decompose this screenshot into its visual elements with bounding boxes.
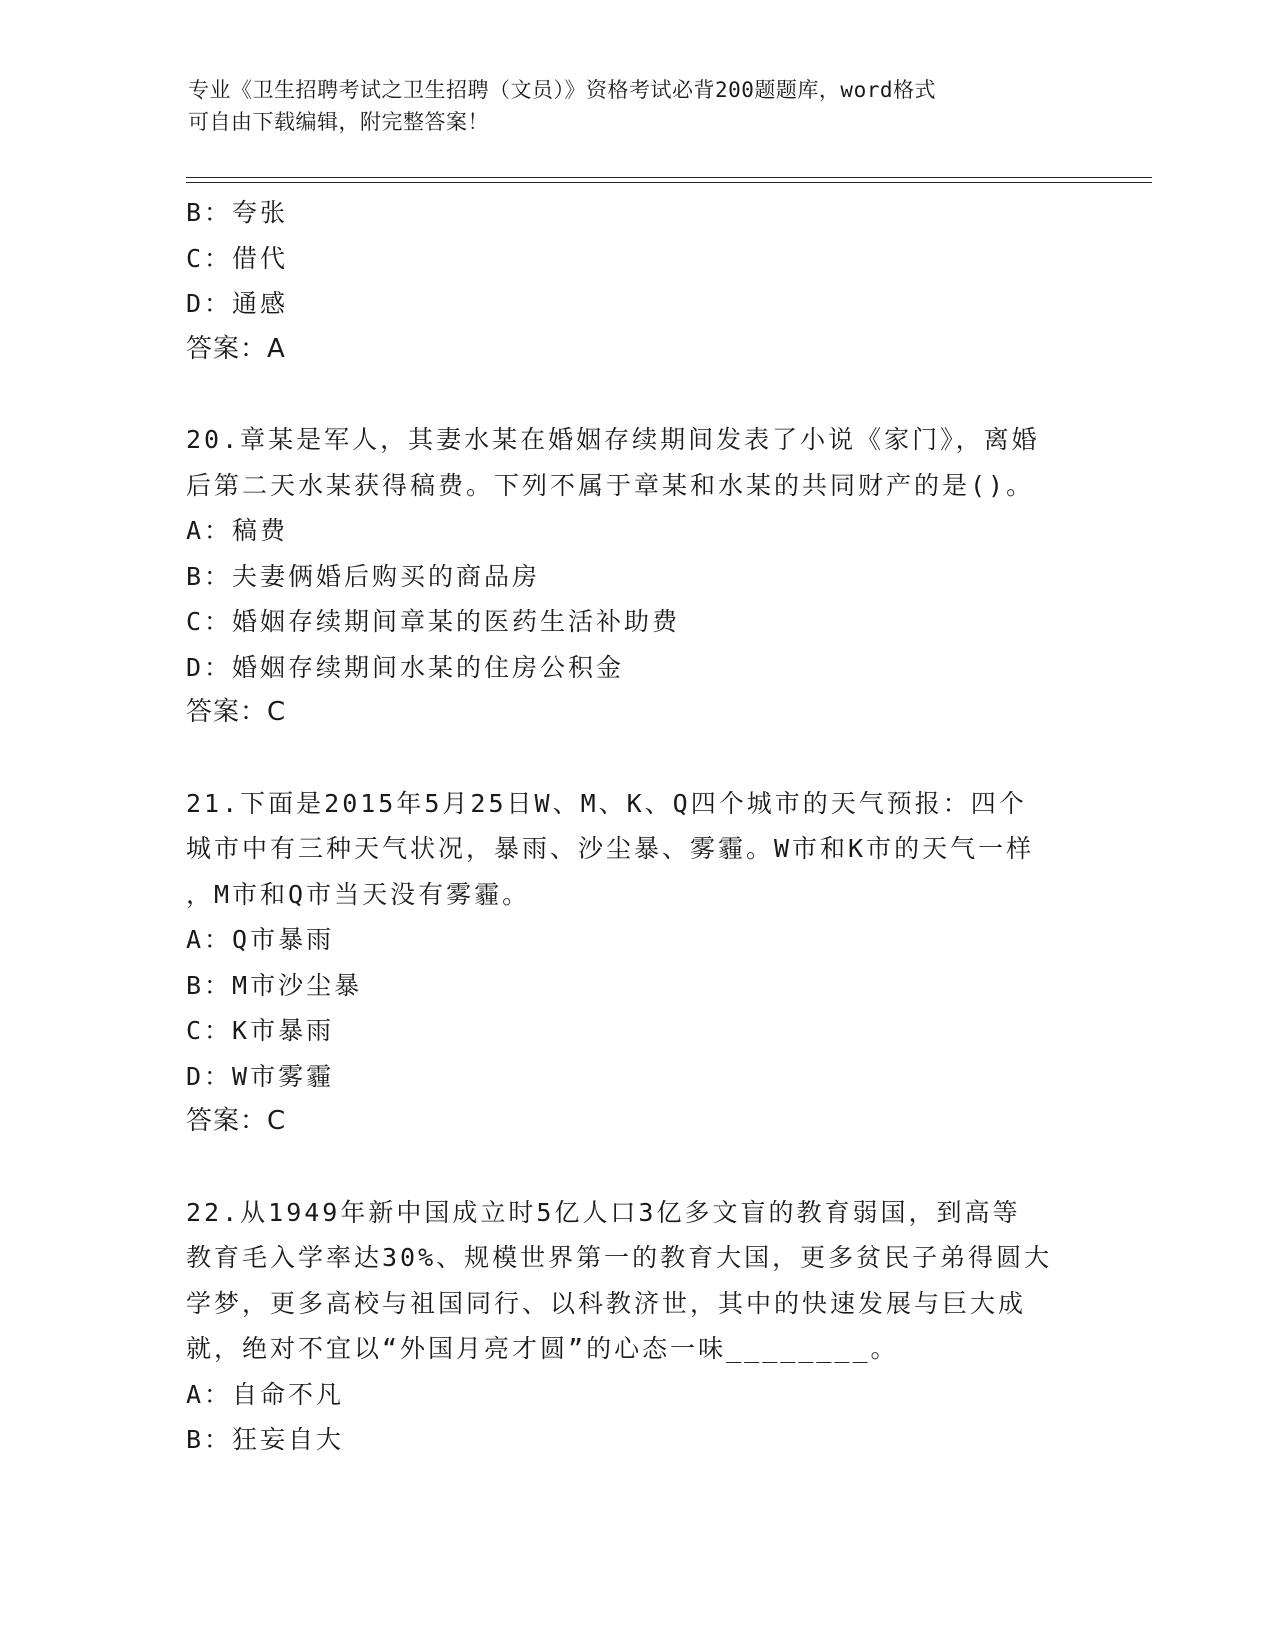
option-a: A：自命不凡 [186, 1379, 345, 1409]
option-b: B：夫妻俩婚后购买的商品房 [186, 561, 541, 591]
prev-question-block [186, 190, 1086, 372]
header-line-1: 专业《卫生招聘考试之卫生招聘（文员）》资格考试必背200题题库，word格式 [188, 78, 936, 102]
question-text-line: 22.从1949年新中国成立时5亿人口3亿多文盲的教育弱国，到高等 [186, 1197, 1021, 1227]
document-header [188, 74, 1088, 138]
option-d: D：婚姻存续期间水某的住房公积金 [186, 652, 625, 682]
spacer [186, 1145, 1086, 1190]
question-text-line: 后第二天水某获得稿费。下列不属于章某和水某的共同财产的是()。 [186, 470, 1035, 500]
option-b: B：狂妄自大 [186, 1425, 345, 1454]
option-c: C：借代 [186, 243, 289, 273]
answer-line: 答案：C [186, 697, 287, 727]
header-divider-top [186, 177, 1152, 178]
question-21 [186, 781, 1086, 1145]
question-text-line: 就，绝对不宜以“外国月亮才圆”的心态一味________。 [186, 1334, 899, 1363]
question-text-line: 20.章某是军人，其妻水某在婚姻存续期间发表了小说《家门》，离婚 [186, 425, 1040, 454]
question-text-line: ，M市和Q市当天没有雾霾。 [186, 879, 531, 909]
question-text-line: 城市中有三种天气状况，暴雨、沙尘暴、雾霾。W市和K市的天气一样 [186, 834, 1035, 863]
option-a: A：稿费 [186, 516, 289, 545]
spacer [186, 736, 1086, 781]
option-a: A：Q市暴雨 [186, 925, 335, 954]
spacer [186, 372, 1086, 417]
answer-line: 答案：C [186, 1106, 287, 1136]
header-divider-bottom [186, 182, 1152, 183]
answer-line: 答案：A [186, 333, 286, 364]
question-text-line: 学梦，更多高校与祖国同行、以科教济世，其中的快速发展与巨大成 [186, 1288, 1027, 1318]
option-b: B：夸张 [186, 198, 289, 227]
question-22 [186, 1190, 1086, 1463]
question-text-line: 教育毛入学率达30%、规模世界第一的教育大国，更多贫民子弟得圆大 [186, 1243, 1053, 1272]
question-text-line: 21.下面是2015年5月25日W、M、K、Q四个城市的天气预报：四个 [186, 788, 1027, 818]
option-d: D：W市雾霾 [186, 1061, 335, 1091]
header-line-2: 可自由下载编辑，附完整答案！ [188, 110, 489, 134]
option-d: D：通感 [186, 289, 289, 318]
option-b: B：M市沙尘暴 [186, 970, 363, 1000]
question-20 [186, 417, 1086, 736]
option-c: C：K市暴雨 [186, 1016, 335, 1045]
question-list [186, 190, 1086, 1463]
option-c: C：婚姻存续期间章某的医药生活补助费 [186, 607, 681, 636]
